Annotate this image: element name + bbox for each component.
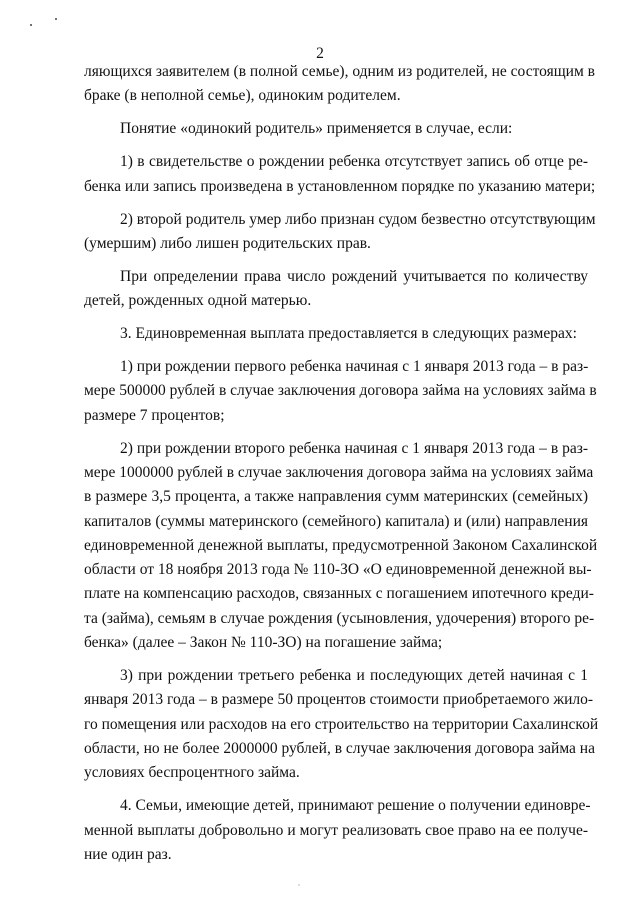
paragraph bbox=[84, 437, 598, 656]
paragraph-gap bbox=[84, 786, 588, 795]
paragraph-gap bbox=[84, 313, 588, 322]
text-line: 3. Единовременная выплата предоставляется в следующих размерах: bbox=[120, 325, 577, 343]
document-body bbox=[84, 60, 599, 867]
text-line: ляющихся заявителем (в полной семье), одним из родителей, не состоящим в bbox=[84, 63, 595, 80]
paragraph bbox=[84, 208, 596, 257]
text-line: браке (в неполной семье), одиноким родителем. bbox=[84, 87, 401, 105]
text-line: области от 18 ноября 2013 года № 110-ЗО «О единовременной денежной вы- bbox=[84, 561, 592, 579]
paragraph bbox=[84, 664, 599, 785]
text-line: плате на компенсацию расходов, связанных с погашением ипотечного креди- bbox=[84, 585, 594, 603]
paragraph bbox=[84, 794, 591, 867]
text-line: условиях беспроцентного займа. bbox=[84, 764, 300, 782]
scan-speck bbox=[55, 18, 57, 20]
paragraph bbox=[84, 150, 596, 199]
paragraph-gap bbox=[84, 346, 588, 355]
text-line: та (займа), семьям в случае рождения (усыновления, удочерения) второго ре- bbox=[84, 609, 595, 627]
text-line: 2) при рождении второго ребенка начиная с 1 января 2013 года – в раз- bbox=[120, 439, 588, 457]
text-line: единовременной денежной выплаты, предусмотренной Законом Сахалинской bbox=[84, 536, 598, 554]
scan-speck bbox=[298, 884, 299, 885]
text-line: мере 1000000 рублей в случае заключения договора займа на условиях займа bbox=[84, 463, 594, 481]
text-line: 1) при рождении первого ребенка начиная с 1 января 2013 года – в раз- bbox=[120, 358, 589, 376]
text-line: бенка или запись произведена в установленном порядке по указанию матери; bbox=[84, 177, 596, 195]
paragraph-gap bbox=[84, 199, 588, 208]
text-line: При определении права число рождений учитывается по количеству bbox=[120, 267, 588, 285]
text-line: ние один раз. bbox=[84, 845, 172, 863]
paragraph bbox=[84, 60, 595, 109]
paragraph-gap bbox=[84, 109, 588, 118]
paragraph-gap bbox=[84, 428, 588, 437]
text-line: бенка» (далее – Закон № 110-ЗО) на погашение займа; bbox=[84, 634, 443, 652]
paragraph bbox=[84, 265, 588, 314]
text-line: (умершим) либо лишен родительских прав. bbox=[84, 234, 371, 252]
scan-speck bbox=[30, 24, 32, 26]
text-line: 2) второй родитель умер либо признан судом безвестно отсутствующим bbox=[120, 210, 596, 228]
text-line: мере 500000 рублей в случае заключения договора займа на условиях займа в bbox=[84, 382, 597, 400]
paragraph-gap bbox=[84, 655, 588, 664]
text-line: области, но не более 2000000 рублей, в случае заключения договора займа на bbox=[84, 739, 595, 757]
text-line: января 2013 года – в размере 50 процентов стоимости приобретаемого жило- bbox=[84, 691, 594, 709]
paragraph-gap bbox=[84, 142, 588, 151]
paragraph bbox=[84, 117, 588, 141]
text-line: го помещения или расходов на его строительство на территории Сахалинской bbox=[84, 715, 599, 733]
paragraph bbox=[84, 322, 588, 346]
text-line: 1) в свидетельстве о рождении ребенка отсутствует запись об отце ре- bbox=[120, 153, 588, 171]
text-line: Понятие «одинокий родитель» применяется в случае, если: bbox=[120, 120, 513, 138]
text-line: 4. Семьи, имеющие детей, принимают решение о получении единовре- bbox=[120, 797, 591, 815]
text-line: в размере 3,5 процента, а также направления сумм материнских (семейных) bbox=[84, 488, 588, 506]
paragraph bbox=[84, 355, 597, 428]
text-line: менной выплаты добровольно и могут реализовать свое право на ее получе- bbox=[84, 821, 588, 839]
text-line: 3) при рождении третьего ребенка и последующих детей начиная с 1 bbox=[120, 667, 588, 685]
paragraph-gap bbox=[84, 256, 588, 265]
text-line: детей, рожденных одной матерью. bbox=[84, 292, 312, 310]
page-number: 2 bbox=[316, 45, 324, 62]
text-line: капиталов (суммы материнского (семейного) капитала) и (или) направления bbox=[84, 512, 588, 530]
text-line: размере 7 процентов; bbox=[84, 406, 225, 424]
